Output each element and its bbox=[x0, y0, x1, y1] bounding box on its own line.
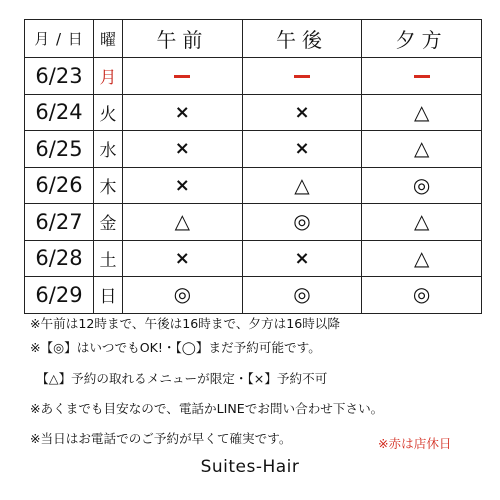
closed-dash-icon bbox=[174, 75, 190, 78]
header-afternoon: 午後 bbox=[242, 20, 362, 58]
slot-cell bbox=[242, 277, 362, 314]
availability-mark: △ bbox=[413, 209, 430, 234]
slot-cell bbox=[242, 94, 362, 131]
slot-cell bbox=[362, 167, 482, 204]
availability-mark: △ bbox=[294, 172, 310, 197]
note-legend-1: ※【◎】はいつでもOK!・【◯】まだ予約可能です。 bbox=[30, 340, 321, 355]
row-day-of-week: 金 bbox=[94, 204, 123, 241]
closed-day-note: ※赤は店休日 bbox=[378, 436, 452, 451]
row-day-of-week: 月 bbox=[94, 58, 123, 95]
row-day-of-week: 日 bbox=[94, 277, 123, 314]
slot-cell bbox=[123, 131, 243, 168]
row-date: 6/25 bbox=[25, 131, 94, 168]
slot-cell bbox=[362, 58, 482, 95]
row-date: 6/26 bbox=[25, 167, 94, 204]
header-row bbox=[25, 20, 482, 58]
availability-mark: × bbox=[174, 174, 190, 196]
slot-cell bbox=[242, 167, 362, 204]
row-date: 6/24 bbox=[25, 94, 94, 131]
slot-cell bbox=[242, 58, 362, 95]
availability-mark: ◎ bbox=[412, 172, 431, 197]
availability-mark: △ bbox=[174, 209, 191, 234]
row-day-of-week: 火 bbox=[94, 94, 123, 131]
schedule-row bbox=[25, 131, 482, 168]
schedule-row bbox=[25, 167, 482, 204]
availability-mark: × bbox=[174, 101, 190, 123]
slot-cell bbox=[123, 204, 243, 241]
closed-dash-icon bbox=[294, 75, 310, 78]
slot-cell bbox=[242, 131, 362, 168]
slot-cell bbox=[362, 94, 482, 131]
row-date: 6/23 bbox=[25, 58, 94, 95]
availability-mark: △ bbox=[413, 99, 430, 124]
availability-mark: △ bbox=[413, 245, 430, 270]
note-contact: ※あくまでも目安なので、電話かLINEでお問い合わせ下さい。 bbox=[30, 401, 384, 416]
availability-mark: × bbox=[174, 247, 190, 269]
availability-mark: × bbox=[294, 247, 310, 269]
availability-mark: × bbox=[294, 101, 310, 123]
closed-dash-icon bbox=[414, 75, 430, 78]
slot-cell bbox=[123, 277, 243, 314]
schedule-row bbox=[25, 58, 482, 95]
schedule-row bbox=[25, 277, 482, 314]
availability-mark: × bbox=[294, 138, 310, 160]
header-dow: 曜 bbox=[94, 20, 123, 58]
schedule-row bbox=[25, 204, 482, 241]
header-date: 月 / 日 bbox=[25, 20, 94, 58]
note-hours: ※午前は12時まで、午後は16時まで、夕方は16時以降 bbox=[30, 316, 340, 331]
brand-name: Suites-Hair bbox=[200, 457, 300, 477]
availability-mark: △ bbox=[413, 136, 430, 161]
schedule-table bbox=[24, 19, 482, 314]
row-date: 6/28 bbox=[25, 240, 94, 277]
row-day-of-week: 水 bbox=[94, 131, 123, 168]
slot-cell bbox=[362, 277, 482, 314]
slot-cell bbox=[362, 204, 482, 241]
header-evening: 夕方 bbox=[362, 20, 482, 58]
row-date: 6/29 bbox=[25, 277, 94, 314]
slot-cell bbox=[362, 240, 482, 277]
slot-cell bbox=[242, 204, 362, 241]
note-same-day: ※当日はお電話でのご予約が早くて確実です。 bbox=[30, 431, 292, 446]
header-morning: 午前 bbox=[123, 20, 243, 58]
schedule-row bbox=[25, 240, 482, 277]
slot-cell bbox=[123, 94, 243, 131]
slot-cell bbox=[123, 167, 243, 204]
availability-mark: ◎ bbox=[293, 282, 311, 307]
row-day-of-week: 木 bbox=[94, 167, 123, 204]
slot-cell bbox=[123, 58, 243, 95]
availability-mark: ◎ bbox=[173, 282, 192, 307]
availability-mark: ◎ bbox=[412, 282, 431, 307]
schedule-row bbox=[25, 94, 482, 131]
availability-mark: ◎ bbox=[293, 209, 311, 234]
schedule-body bbox=[25, 58, 482, 314]
availability-mark: × bbox=[174, 138, 190, 160]
note-legend-2: 【△】予約の取れるメニューが限定・【×】予約不可 bbox=[30, 371, 328, 386]
row-day-of-week: 土 bbox=[94, 240, 123, 277]
slot-cell bbox=[123, 240, 243, 277]
row-date: 6/27 bbox=[25, 204, 94, 241]
slot-cell bbox=[362, 131, 482, 168]
slot-cell bbox=[242, 240, 362, 277]
